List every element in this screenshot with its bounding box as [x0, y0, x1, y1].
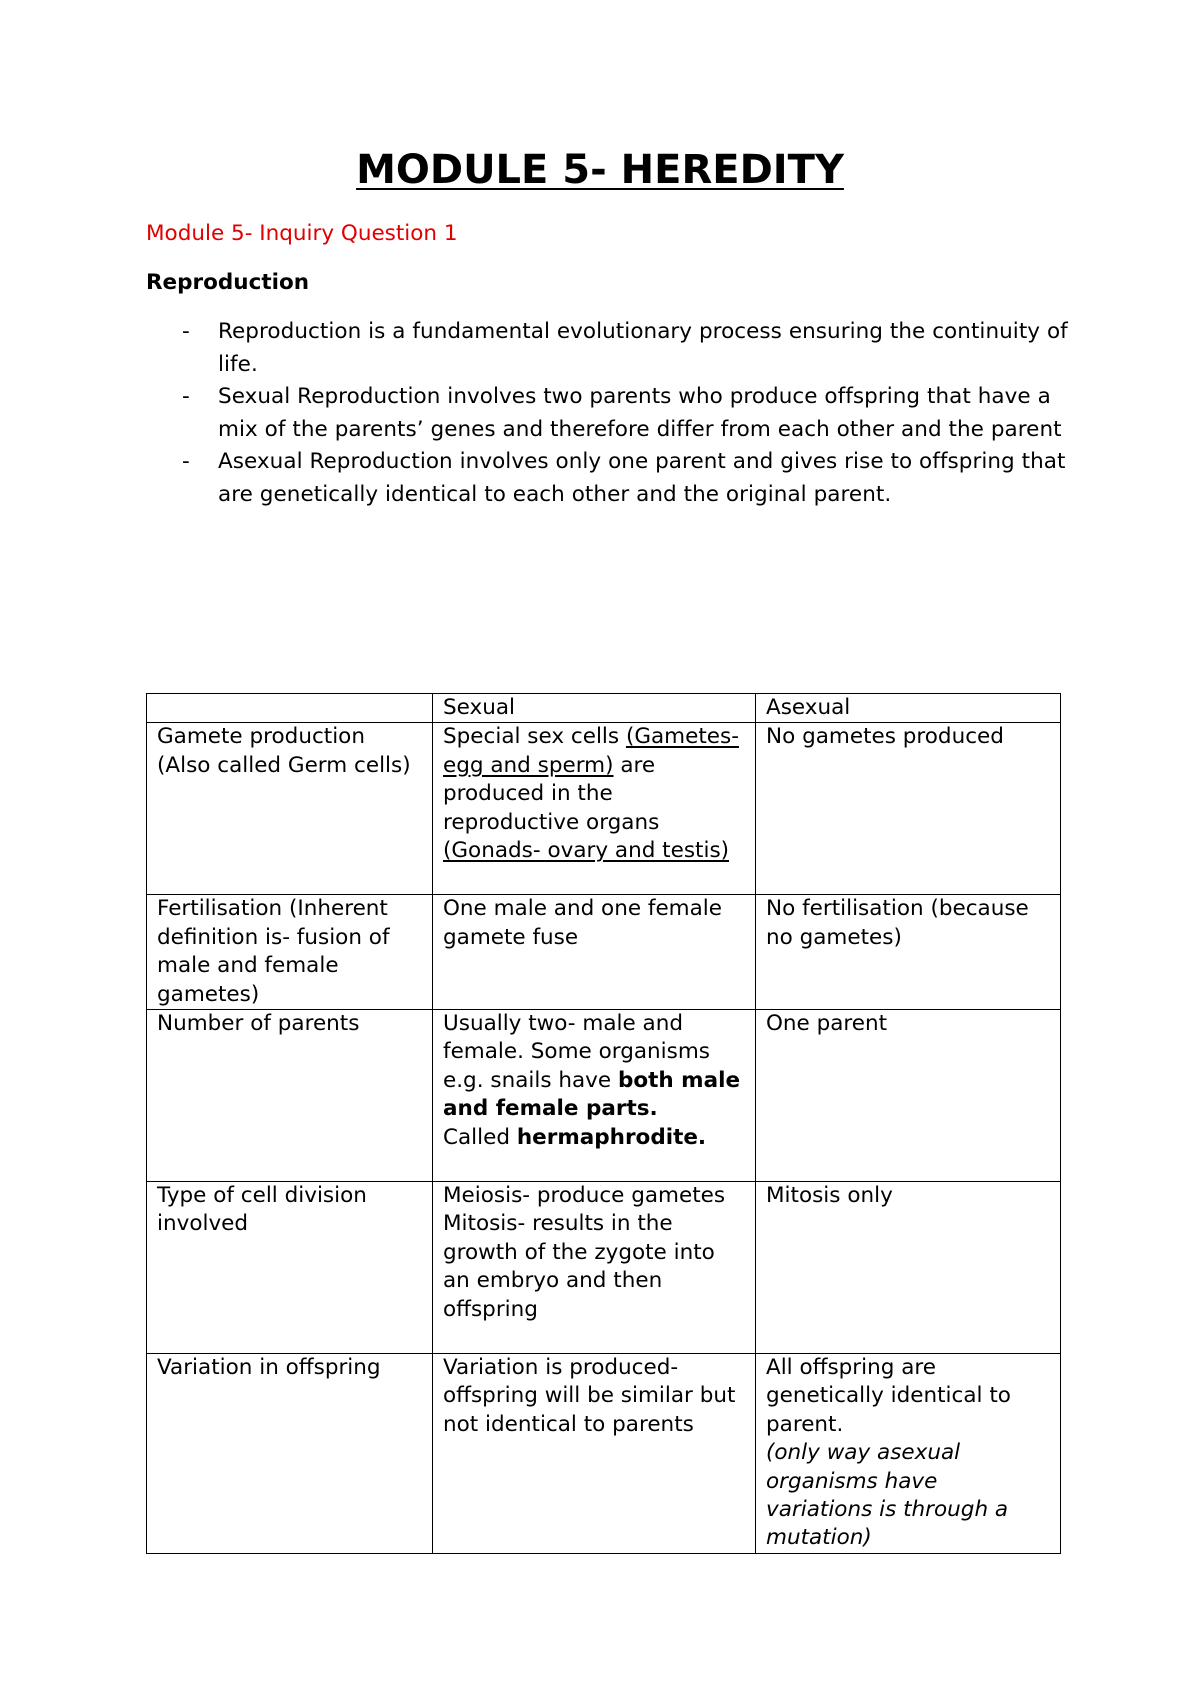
- row-label-number-of-parents: Number of parents: [147, 1010, 433, 1182]
- reproduction-bullet-list: [146, 316, 1076, 512]
- bullet-item: [146, 316, 1076, 381]
- cell-text: Usually two- male and female. Some organisms e.g. snails have: [443, 1011, 710, 1093]
- bullet-item: [146, 381, 1076, 446]
- row-label-fertilisation: Fertilisation (Inherent definition is- fusion of male and female gametes): [147, 895, 433, 1010]
- page-title: MODULE 5- HEREDITY: [356, 147, 844, 193]
- cell-text-underlined: (Gametes- egg and sperm): [443, 724, 739, 778]
- bullet-text: Reproduction is a fundamental evolutionary process ensuring the continuity of life.: [218, 319, 1068, 377]
- sexual-asexual-comparison-table: [146, 693, 1061, 1554]
- cell-sexual-gamete-production: [433, 723, 756, 895]
- cell-asexual-gamete-production: No gametes produced: [756, 723, 1061, 895]
- cell-text-underlined: (Gonads- ovary and testis): [443, 838, 730, 864]
- cell-sexual-fertilisation: One male and one female gamete fuse: [433, 895, 756, 1010]
- bullet-marker: -: [182, 449, 190, 475]
- cell-text: Special sex cells: [443, 724, 626, 750]
- table-row: [147, 1010, 1061, 1182]
- cell-text: Mitosis- results in the growth of the zygote into an embryo and then offspring: [443, 1211, 715, 1322]
- table-row: [147, 895, 1061, 1010]
- header-cell-asexual: Asexual: [756, 694, 1061, 723]
- table-row: [147, 1182, 1061, 1354]
- header-cell-sexual: Sexual: [433, 694, 756, 723]
- bullet-text: Sexual Reproduction involves two parents who produce offspring that have a mix of the parents’ genes and therefore differ from each other and the parent: [218, 384, 1062, 442]
- row-label-variation: Variation in offspring: [147, 1354, 433, 1554]
- row-label-cell-division: Type of cell division involved: [147, 1182, 433, 1354]
- cell-asexual-cell-division: Mitosis only: [756, 1182, 1061, 1354]
- cell-text: All offspring are genetically identical to parent.: [766, 1355, 1011, 1437]
- cell-sexual-cell-division: [433, 1182, 756, 1354]
- cell-asexual-fertilisation: No fertilisation (because no gametes): [756, 895, 1061, 1010]
- table-row: [147, 1354, 1061, 1554]
- header-cell-empty: [147, 694, 433, 723]
- bullet-marker: -: [182, 319, 190, 344]
- bullet-item: [146, 446, 1076, 511]
- cell-sexual-number-of-parents: [433, 1010, 756, 1182]
- section-heading-reproduction: Reproduction: [146, 270, 310, 295]
- cell-text-bold: hermaphrodite.: [516, 1124, 707, 1150]
- row-label-gamete-production: Gamete production (Also called Germ cells): [147, 723, 433, 895]
- cell-text-bold: both male and female parts.: [443, 1067, 741, 1122]
- cell-asexual-number-of-parents: One parent: [756, 1010, 1061, 1182]
- table-header-row: [147, 694, 1061, 723]
- cell-asexual-variation: [756, 1354, 1061, 1554]
- inquiry-question-subtitle: Module 5- Inquiry Question 1: [146, 221, 458, 246]
- cell-text: Called: [443, 1124, 517, 1150]
- cell-text-italic: (only way asexual organisms have variations is through a mutation): [766, 1440, 1009, 1551]
- cell-sexual-variation: Variation is produced- offspring will be similar but not identical to parents: [433, 1354, 756, 1554]
- bullet-text: Asexual Reproduction involves only one parent and gives rise to offspring that are genetically identical to each other and the original parent.: [218, 449, 1066, 507]
- cell-text: Meiosis- produce gametes: [443, 1183, 726, 1209]
- cell-text: are produced in the reproductive organs: [443, 752, 660, 835]
- table-row: [147, 723, 1061, 895]
- bullet-marker: -: [182, 384, 190, 410]
